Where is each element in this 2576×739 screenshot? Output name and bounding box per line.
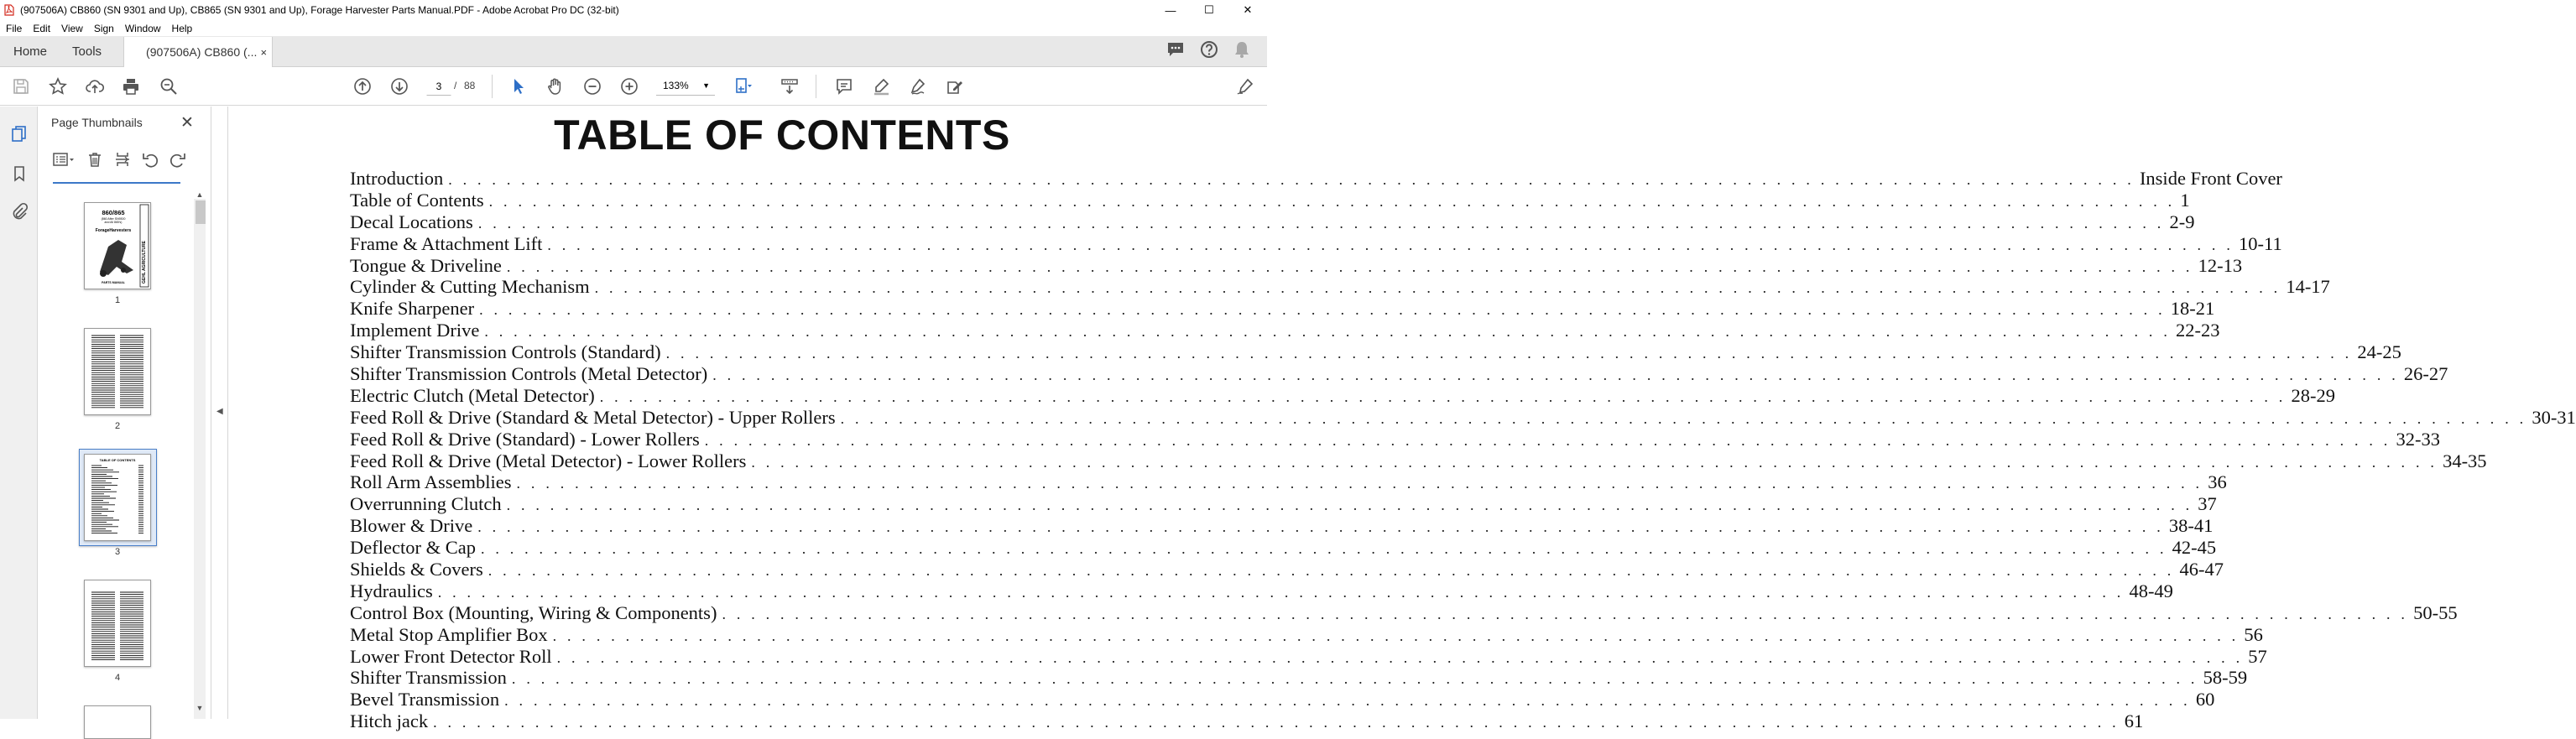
notifications-bell-icon[interactable]	[1233, 40, 1250, 63]
toc-entry-label: Introduction	[350, 168, 444, 189]
toc-entry-page: 24-25	[2357, 341, 2401, 363]
toc-entry-label: Feed Roll & Drive (Standard) - Lower Rollers	[350, 428, 700, 450]
toc-entry-label: Shifter Transmission Controls (Metal Detector)	[350, 363, 708, 385]
toc-entry-label: Shifter Transmission Controls (Standard)	[350, 341, 661, 363]
toc-entry-page: 14-17	[2286, 276, 2330, 298]
menu-window[interactable]: Window	[124, 22, 161, 34]
title-bar	[0, 0, 1267, 20]
toc-entry[interactable]	[350, 406, 2576, 429]
toc-entry-page: 22-23	[2176, 320, 2220, 341]
toc-entry[interactable]	[350, 689, 2215, 710]
toc-dot-leader	[438, 584, 2125, 601]
thumbnail-label-3: 3	[114, 547, 121, 557]
toc-entry[interactable]	[350, 645, 2267, 668]
toc-entry[interactable]	[350, 298, 2215, 320]
toc-entry-page: 10-11	[2239, 232, 2282, 254]
toc-dot-leader	[507, 497, 2193, 514]
toc-entry-label: Roll Arm Assemblies	[350, 471, 512, 493]
toc-entry-page: 34-35	[2443, 450, 2487, 471]
thumbnail-scrollbar[interactable]	[194, 190, 206, 719]
toc-entry-page: 30-31	[2532, 406, 2576, 428]
toc-entry-page: 36	[2208, 471, 2227, 493]
close-window-button[interactable]: ✕	[1243, 3, 1253, 16]
thumb-cover-title: 860/865	[102, 209, 125, 216]
toc-entry-label: Frame & Attachment Lift	[350, 232, 543, 254]
toc-entry-label: Cylinder & Cutting Mechanism	[350, 276, 590, 298]
toc-entry-label: Hitch jack	[350, 710, 429, 732]
scroll-down-arrow-icon[interactable]: ▼	[196, 704, 204, 712]
toc-entry[interactable]	[350, 559, 2224, 580]
toc-entry[interactable]	[350, 341, 2401, 363]
next-page-icon[interactable]	[389, 76, 409, 96]
main-toolbar	[0, 67, 1267, 106]
page-thumbnails-icon[interactable]	[9, 123, 29, 143]
toc-dot-leader	[479, 301, 2166, 319]
toc-entry-label: Table of Contents	[350, 189, 484, 211]
page-number-input[interactable]: 3	[426, 77, 451, 96]
maximize-button[interactable]: ☐	[1204, 3, 1214, 16]
insert-page-icon[interactable]	[112, 148, 133, 170]
thumbnail-list	[38, 190, 193, 719]
thumbnail-page-4[interactable]	[84, 580, 151, 667]
page-thumbnails-panel	[38, 107, 211, 719]
toc-entry-page: 50-55	[2413, 601, 2458, 623]
toc-dot-leader	[557, 649, 2244, 667]
panel-collapse-strip[interactable]	[211, 107, 228, 719]
menu-help[interactable]: Help	[171, 22, 193, 34]
acrobat-pdf-icon	[3, 4, 15, 16]
toc-entry-label: Implement Drive	[350, 320, 480, 341]
toc-entry[interactable]	[350, 493, 2217, 515]
toc-entry-label: Electric Clutch (Metal Detector)	[350, 384, 595, 406]
toc-dot-leader	[512, 670, 2198, 688]
thumb-page-title: TABLE OF CONTENTS	[99, 458, 136, 462]
thumbnail-label-1: 1	[114, 295, 121, 305]
zoom-level-select[interactable]	[656, 77, 715, 96]
toc-entry-label: Control Box (Mounting, Wiring & Components)	[350, 601, 717, 623]
attachments-paperclip-icon[interactable]	[9, 201, 29, 221]
left-navigation-rail	[0, 107, 38, 719]
toc-dot-leader	[481, 540, 2167, 558]
menu-edit[interactable]: Edit	[33, 22, 51, 34]
toc-dot-leader	[504, 692, 2191, 710]
toc-entry[interactable]	[350, 710, 2144, 732]
toc-dot-leader	[553, 627, 2240, 645]
toc-entry-label: Feed Roll & Drive (Metal Detector) - Lower Rollers	[350, 450, 747, 471]
toc-entry[interactable]	[350, 254, 2243, 277]
tab-document[interactable]	[123, 37, 273, 67]
zoom-in-icon[interactable]	[619, 76, 639, 96]
bookmark-star-icon[interactable]	[48, 76, 68, 96]
thumbnail-page-2[interactable]	[84, 328, 151, 415]
toc-dot-leader	[448, 171, 2135, 189]
toc-entry-label: Decal Locations	[350, 211, 473, 232]
collapse-arrow-icon[interactable]: ◀	[216, 407, 223, 416]
draw-freehand-icon[interactable]	[908, 76, 928, 96]
toc-entry-label: Shields & Covers	[350, 559, 483, 580]
zoom-search-icon[interactable]	[159, 76, 179, 96]
toc-dot-leader	[595, 279, 2281, 297]
print-icon[interactable]	[121, 76, 141, 96]
thumb-cover-name: ForageHarvesters	[95, 228, 132, 233]
tab-tools[interactable]: Tools	[72, 44, 102, 59]
toc-entry[interactable]	[350, 276, 2330, 298]
toc-entry-label: Overrunning Clutch	[350, 493, 502, 515]
toc-dot-leader	[433, 714, 2120, 731]
scroll-up-arrow-icon[interactable]: ▲	[196, 190, 204, 199]
toc-entry-page: 60	[2195, 689, 2215, 710]
toc-entry-page: 28-29	[2291, 384, 2335, 406]
tab-document-label: (907506A) CB860 (...	[146, 45, 258, 59]
zoom-level-value: 133%	[663, 80, 689, 91]
toc-entry[interactable]	[350, 623, 2263, 646]
toc-dot-leader	[517, 475, 2203, 492]
toc-entry[interactable]	[350, 450, 2487, 472]
toc-entry-label: Hydraulics	[350, 580, 433, 601]
table-of-contents	[350, 168, 2576, 732]
toc-dot-leader	[666, 345, 2353, 362]
toc-entry-page: 2-9	[2169, 211, 2195, 232]
toc-entry-page: 1	[2180, 189, 2190, 211]
toc-entry[interactable]	[350, 189, 2190, 211]
thumb-cover-sub1: (860 After SN9300	[101, 217, 126, 221]
toc-entry-page: 38-41	[2168, 515, 2214, 537]
scrollbar-thumb[interactable]	[196, 200, 206, 224]
toc-entry-page: 26-27	[2403, 363, 2448, 385]
tab-home[interactable]: Home	[13, 44, 48, 59]
thumbnail-page-5[interactable]	[84, 705, 151, 739]
toc-entry[interactable]	[350, 320, 2220, 341]
toc-entry-page: 56	[2244, 623, 2263, 645]
toc-entry-label: Lower Front Detector Roll	[350, 645, 552, 667]
fill-sign-icon[interactable]	[944, 76, 964, 96]
toc-entry-label: Metal Stop Amplifier Box	[350, 623, 548, 645]
cloud-upload-icon[interactable]	[85, 76, 105, 96]
fit-page-icon[interactable]	[733, 76, 754, 96]
toc-dot-leader	[712, 367, 2399, 384]
toc-dot-leader	[478, 215, 2165, 232]
toc-entry-label: Bevel Transmission	[350, 689, 500, 710]
toc-dot-leader	[484, 323, 2171, 341]
toc-entry-page: 58-59	[2203, 667, 2248, 689]
rotate-clockwise-icon[interactable]	[167, 148, 189, 170]
thumbnail-options-icon[interactable]	[50, 148, 78, 170]
previous-page-icon[interactable]	[352, 76, 373, 96]
thumbnail-page-1[interactable]	[84, 202, 151, 289]
toc-entry[interactable]	[350, 601, 2458, 624]
minimize-button[interactable]: —	[1165, 3, 1176, 17]
bookmarks-icon[interactable]	[9, 164, 29, 184]
toc-dot-leader	[477, 518, 2164, 536]
panel-title: Page Thumbnails	[51, 116, 143, 129]
hand-tool-icon[interactable]	[545, 76, 566, 96]
toc-entry[interactable]	[350, 428, 2440, 450]
delete-page-icon[interactable]	[84, 148, 106, 170]
toc-dot-leader	[489, 193, 2176, 211]
toc-entry-page: 61	[2124, 710, 2144, 732]
toc-entry[interactable]	[350, 471, 2227, 493]
menu-view[interactable]: View	[61, 22, 83, 34]
thumb-cover-sub2: and All 865's)	[104, 221, 123, 224]
highlight-pen-icon[interactable]	[871, 76, 891, 96]
tab-bar	[0, 36, 1267, 67]
thumbnail-page-3[interactable]	[84, 454, 151, 541]
toc-dot-leader	[705, 432, 2391, 450]
toc-entry[interactable]	[350, 211, 2195, 233]
toc-entry[interactable]	[350, 384, 2335, 407]
toc-dot-leader	[600, 388, 2287, 406]
document-page	[228, 107, 2576, 732]
toc-entry-label: Feed Roll & Drive (Standard & Metal Detector) - Upper Rollers	[350, 406, 836, 428]
sign-pen-icon[interactable]	[1235, 76, 1255, 96]
toc-entry[interactable]	[350, 232, 2282, 255]
toc-dot-leader	[507, 258, 2193, 276]
comment-bubble-icon[interactable]	[1166, 41, 1185, 62]
window-title: (907506A) CB860 (SN 9301 and Up), CB865 (SN 9301 and Up), Forage Harvester Parts Manual.PDF - Adobe Acrobat Pro DC (32-bit)	[20, 4, 619, 16]
select-cursor-icon[interactable]	[508, 76, 529, 96]
toc-dot-leader	[722, 606, 2408, 623]
toc-entry-label: Tongue & Driveline	[350, 254, 502, 276]
toc-entry-page: 37	[2198, 493, 2217, 515]
toc-entry[interactable]	[350, 168, 2282, 190]
toc-entry-label: Deflector & Cap	[350, 537, 476, 559]
help-icon[interactable]	[1200, 40, 1218, 63]
panel-tools-underline	[53, 182, 180, 184]
toc-entry[interactable]	[350, 537, 2217, 559]
menu-sign[interactable]: Sign	[93, 22, 114, 34]
toc-entry-page: 46-47	[2179, 559, 2224, 580]
page-separator: /	[454, 80, 457, 91]
menu-file[interactable]: File	[6, 22, 23, 34]
thumb-cover-brand: GEHL AGRICULTURE	[142, 240, 147, 284]
toc-entry-page: 18-21	[2170, 298, 2215, 320]
chevron-down-icon: ▼	[702, 81, 710, 90]
zoom-out-icon[interactable]	[582, 76, 602, 96]
toc-entry[interactable]	[350, 515, 2214, 537]
rotate-counterclockwise-icon[interactable]	[139, 148, 161, 170]
toc-entry-page: 42-45	[2172, 537, 2217, 559]
toc-entry-label: Knife Sharpener	[350, 298, 475, 320]
total-pages: 88	[464, 80, 476, 91]
toc-entry-page: 32-33	[2396, 428, 2440, 450]
toc-entry-label: Blower & Drive	[350, 515, 473, 537]
toolbar-divider	[492, 75, 493, 98]
thumbnail-label-4: 4	[114, 673, 121, 683]
toc-dot-leader	[751, 454, 2438, 471]
toc-dot-leader	[841, 410, 2527, 428]
thumbnail-label-2: 2	[114, 421, 121, 431]
thumb-cover-foot: PARTS MANUAL	[102, 281, 125, 284]
toc-entry[interactable]	[350, 580, 2173, 602]
save-icon[interactable]	[11, 76, 31, 96]
toc-dot-leader	[488, 562, 2175, 580]
scrolling-mode-icon[interactable]	[780, 76, 800, 96]
toc-entry-label: Shifter Transmission	[350, 667, 507, 689]
toc-entry[interactable]	[350, 667, 2248, 689]
add-comment-icon[interactable]	[834, 76, 854, 96]
document-title: TABLE OF CONTENTS	[554, 112, 1010, 159]
menu-bar	[0, 20, 1267, 36]
tab-close-button[interactable]: ×	[260, 45, 268, 59]
panel-close-button[interactable]: ✕	[180, 114, 194, 132]
toc-dot-leader	[547, 237, 2234, 254]
toc-entry-page: 57	[2248, 645, 2267, 667]
toc-entry-page: Inside Front Cover	[2139, 168, 2282, 189]
toc-entry-page: 48-49	[2129, 580, 2173, 601]
toc-entry-page: 12-13	[2198, 254, 2243, 276]
toc-entry[interactable]	[350, 363, 2448, 385]
